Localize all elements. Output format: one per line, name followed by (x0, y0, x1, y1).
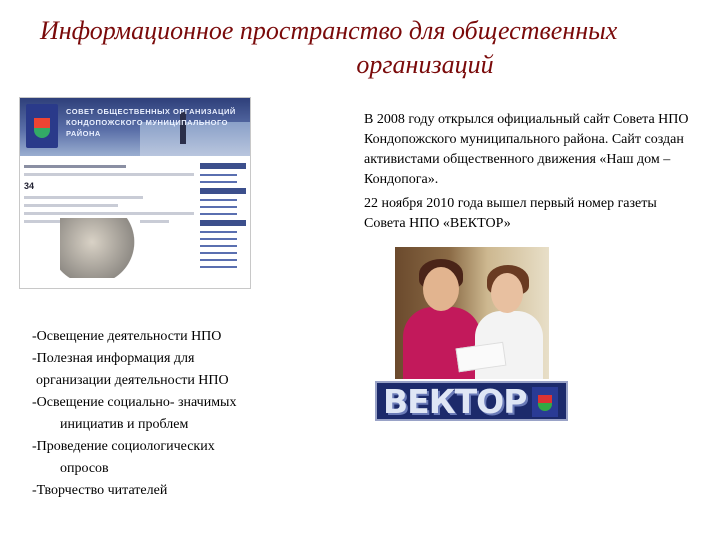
slide-title (20, 14, 710, 82)
list-item: организации деятельности НПО (36, 373, 229, 388)
coat-of-arms-icon (26, 104, 58, 148)
vector-newspaper-logo (375, 381, 568, 421)
title-line-2: организаций (356, 50, 494, 79)
photo-two-women (395, 247, 549, 379)
cartoon-illustration (60, 218, 140, 278)
paragraph-website: В 2008 году открылся официальный сайт Совета НПО Кондопожского муниципального района. Сайт создан активистами общественного движения «Наш дом – Кондопога». (364, 112, 689, 187)
list-item: инициатив и проблем (60, 417, 189, 432)
activities-list (32, 326, 292, 502)
website-counter: 34 (24, 181, 35, 191)
list-item: -Освещение деятельности НПО (32, 329, 222, 344)
description-text (364, 110, 694, 238)
vector-logo-text: ВЕКТОР (383, 382, 527, 421)
list-item: -Творчество читателей (32, 483, 168, 498)
website-screenshot (19, 97, 251, 289)
list-item: -Полезная информация для (32, 351, 195, 366)
website-header (20, 98, 250, 156)
website-sidebar (200, 160, 246, 284)
list-item: опросов (60, 461, 109, 476)
list-item: -Освещение социально- значимых (32, 395, 237, 410)
list-item: -Проведение социологических (32, 439, 215, 454)
paragraph-newspaper: 22 ноября 2010 года вышел первый номер газеты Совета НПО «ВЕКТОР» (364, 196, 657, 231)
website-header-text: СОВЕТ ОБЩЕСТВЕННЫХ ОРГАНИЗАЦИЙ КОНДОПОЖСКОГО МУНИЦИПАЛЬНОГО РАЙОНА (66, 107, 236, 138)
crest-icon (532, 387, 558, 417)
title-line-1: Информационное пространство для общественных (40, 16, 618, 45)
